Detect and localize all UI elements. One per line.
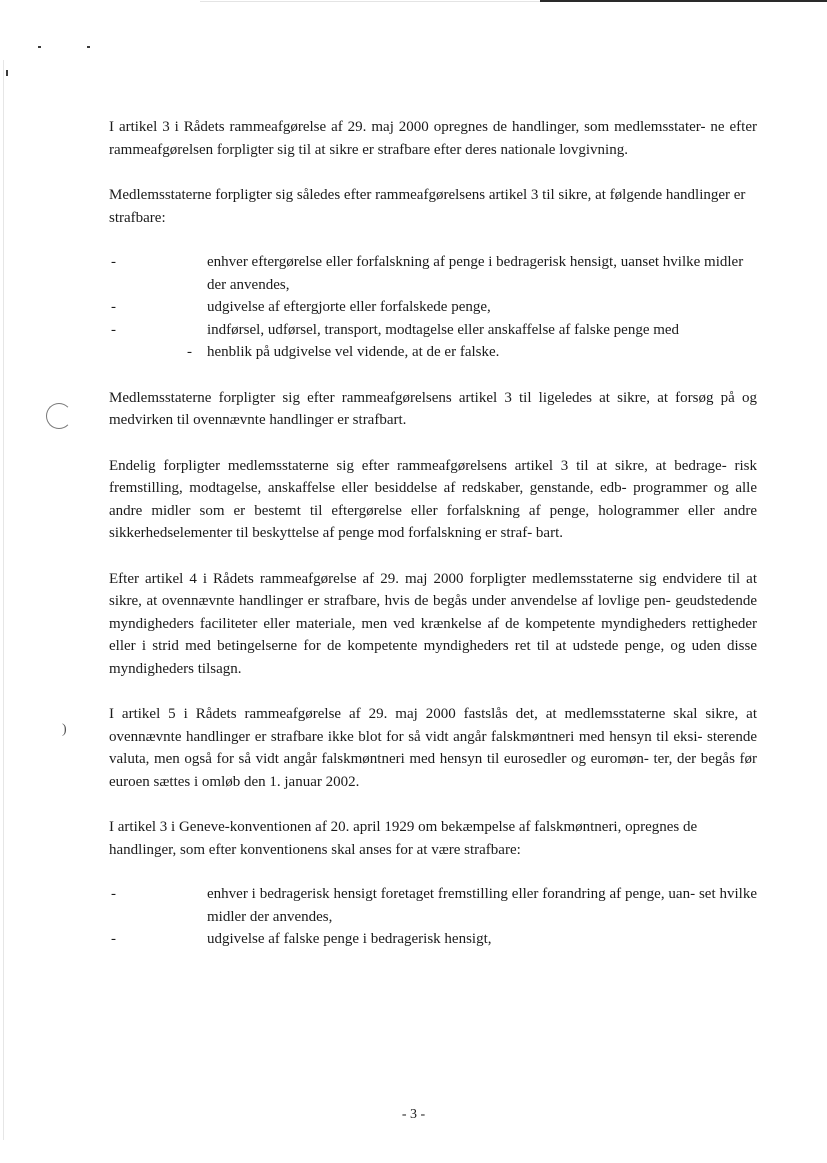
list-dash: - <box>111 886 116 902</box>
scan-left-edge <box>3 60 4 1140</box>
scan-speck <box>6 70 8 76</box>
list-dash: - <box>111 931 116 947</box>
list-item-text: udgivelse af falske penge i bedragerisk hensigt, <box>207 931 492 947</box>
scan-mark: ) <box>62 722 67 737</box>
list-dash: - <box>187 344 192 360</box>
scan-edge-faint <box>200 1 540 2</box>
scan-speck <box>87 46 90 48</box>
list-item-text: henblik på udgivelse vel vidende, at de er falske. <box>207 344 500 360</box>
list-item-text: enhver i bedragerisk hensigt foretaget fremstilling eller forandring af penge, uan- set hvilke midler der anvendes, <box>207 886 757 925</box>
page-number: - 3 - <box>401 1107 426 1122</box>
paragraph: Efter artikel 4 i Rådets rammeafgørelse af 29. maj 2000 forpligter medlemsstaterne sig endvidere til at sikre, at ovennævnte handlinger er strafbare, hvis de begås under anvendelse af lovlige pen- geudstedende myndigheders faciliteter eller materiale, men ved krænkelse af de kompetente myndigheders rettigheder eller i strid med betingelserne for de kompetente myndigheders ret til at udstede penge, og uden disse myndigheders tilsagn. <box>109 570 757 677</box>
scan-edge-line <box>540 0 827 2</box>
list-geneva-acts <box>109 883 757 951</box>
list-item-text: udgivelse af eftergjorte eller forfalskede penge, <box>207 299 491 315</box>
list-item <box>109 341 757 364</box>
list-item-text: indførsel, udførsel, transport, modtagelse eller anskaffelse af falske penge med <box>207 321 680 338</box>
paragraph: I artikel 5 i Rådets rammeafgørelse af 29. maj 2000 fastslås det, at medlemsstaterne skal sikre, at ovennævnte handlinger er strafbare ikke blot for så vidt angår falskmøntneri med hensyn til eksi- sterende valuta, men også for så vidt angår falskmøntneri med hensyn til eurosedler og euromøn- ter, der begås før euroen sættes i omløb den 1. januar 2002. <box>109 706 757 790</box>
paragraph: I artikel 3 i Rådets rammeafgørelse af 29. maj 2000 opregnes de handlinger, som medlemsstater- ne efter rammeafgørelsen forpligter sig til at sikre er strafbare efter deres nationale lovgivning. <box>109 119 757 158</box>
list-item <box>109 296 757 319</box>
paragraph: Medlemsstaterne forpligter sig efter rammeafgørelsens artikel 3 til ligeledes at sikre, at forsøg på og medvirken til ovennævnte handlinger er strafbart. <box>109 389 757 428</box>
list-dash: - <box>111 321 116 338</box>
paragraph: Medlemsstaterne forpligter sig således efter rammeafgørelsens artikel 3 til sikre, at følgende handlinger er strafbare: <box>109 187 746 226</box>
list-item <box>109 883 757 928</box>
list-item-text: enhver eftergørelse eller forfalskning af penge i bedragerisk hensigt, uanset hvilke midler der anvendes, <box>207 254 744 293</box>
list-dash: - <box>111 254 116 270</box>
paragraph: Endelig forpligter medlemsstaterne sig efter rammeafgørelsens artikel 3 til at sikre, at bedrage- risk fremstilling, modtagelse, anskaffelse eller besiddelse af redskaber, genstande, edb- programmer og alle andre midler som er bestemt til eftergørelse eller forfalskning af penge, hologrammer eller andre sikkerhedselementer til beskyttelse af penge mod forfalskning er straf- bart. <box>109 457 757 541</box>
list-item <box>109 319 757 342</box>
list-dash: - <box>111 299 116 315</box>
punch-hole-mark <box>46 403 72 429</box>
list-item <box>109 928 757 951</box>
paragraph: I artikel 3 i Geneve-konventionen af 20. april 1929 om bekæmpelse af falskmøntneri, opregnes de handlinger, som efter konventionens skal anses for at være strafbare: <box>109 819 698 858</box>
scan-speck <box>38 46 41 48</box>
document-body <box>109 116 757 951</box>
list-article3-acts <box>109 251 757 364</box>
list-item <box>109 251 757 296</box>
